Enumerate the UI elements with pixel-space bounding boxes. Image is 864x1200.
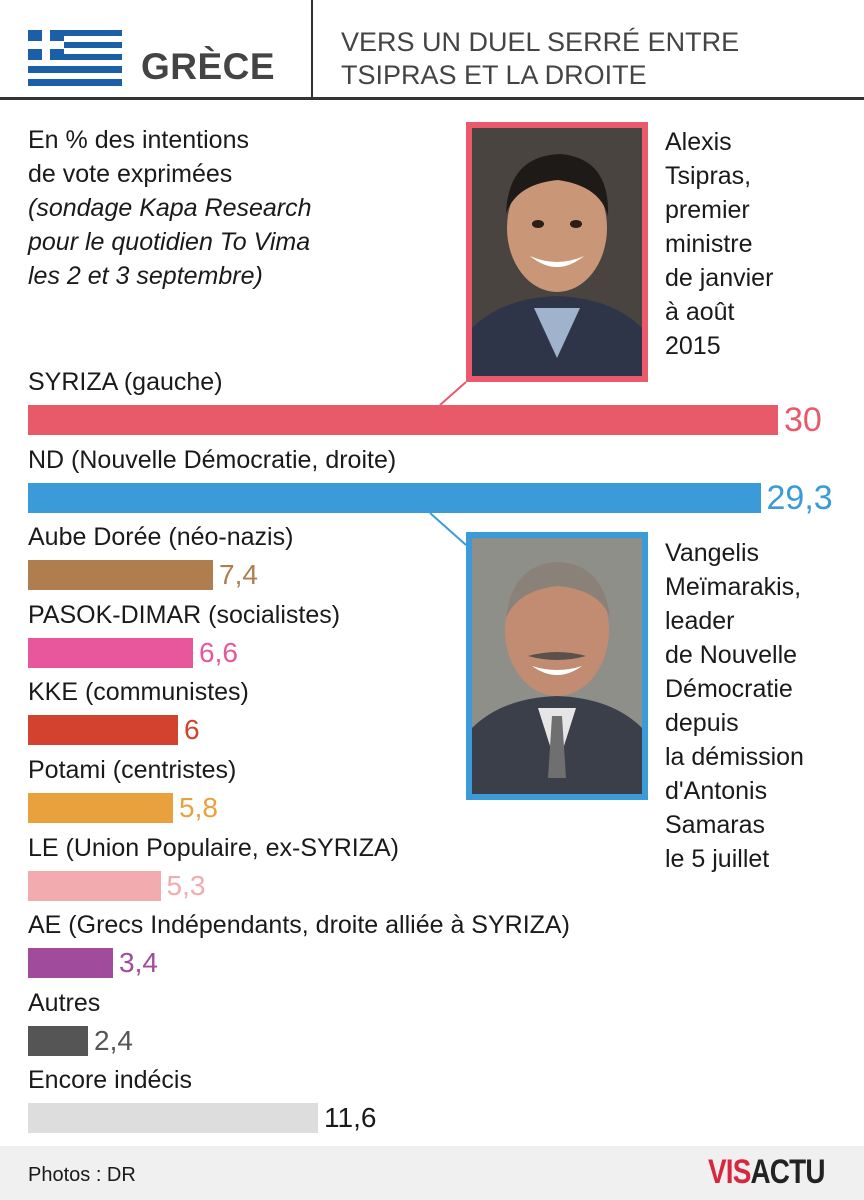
bar [28, 638, 193, 668]
category-label: AE (Grecs Indépendants, droite alliée à SYRIZA) [28, 911, 570, 940]
bar [28, 560, 213, 590]
tsipras-caption-line: 2015 [665, 332, 721, 360]
value-label: 29,3 [766, 478, 833, 517]
meimarakis-caption-line: Vangelis [665, 539, 760, 567]
bar [28, 715, 178, 745]
meimarakis-caption-line: leader [665, 607, 735, 635]
bar [28, 405, 778, 435]
value-label: 11,6 [324, 1102, 377, 1134]
logo-actu: ACTU [750, 1153, 825, 1191]
tsipras-caption-line: de janvier [665, 264, 774, 292]
tsipras-caption-line: premier [665, 196, 750, 224]
bar [28, 1103, 318, 1133]
meimarakis-caption-line: Samaras [665, 811, 766, 839]
category-label: Autres [28, 988, 101, 1017]
tsipras-caption-line: Tsipras, [665, 162, 752, 190]
meimarakis-caption-line: Démocratie [665, 675, 793, 703]
bar [28, 793, 173, 823]
bar [28, 871, 161, 901]
tsipras-caption-line: Alexis [665, 128, 732, 156]
category-label: Encore indécis [28, 1066, 192, 1095]
meimarakis-caption-line: de Nouvelle [665, 641, 798, 669]
intro-source-2: pour le quotidien To Vima [28, 228, 311, 256]
visactu-logo [708, 1155, 825, 1189]
value-label: 30 [784, 401, 822, 439]
category-label: ND (Nouvelle Démocratie, droite) [28, 445, 397, 474]
meimarakis-caption-line: la démission [665, 743, 804, 771]
intro-line-1: En % des intentions [28, 126, 249, 154]
meimarakis-connector [430, 513, 466, 545]
headline-line-1: VERS UN DUEL SERRÉ ENTRE [341, 27, 740, 57]
meimarakis-caption-line: Meïmarakis, [665, 573, 802, 601]
logo-vis: VIS [708, 1153, 751, 1191]
value-label: 6 [184, 714, 200, 746]
tsipras-caption-line: ministre [665, 230, 753, 258]
country-title: GRÈCE [141, 46, 276, 87]
value-label: 5,3 [166, 869, 206, 901]
value-label: 5,8 [179, 792, 218, 823]
category-label: PASOK-DIMAR (socialistes) [28, 600, 341, 629]
photo-credit: Photos : DR [28, 1164, 136, 1186]
meimarakis-caption-line: le 5 juillet [665, 845, 770, 873]
value-label: 2,4 [94, 1024, 133, 1056]
intro-line-2: de vote exprimées [28, 160, 233, 188]
category-label: Aube Dorée (néo-nazis) [28, 523, 294, 552]
intro-source-3: les 2 et 3 septembre) [28, 262, 263, 290]
headline-line-2: TSIPRAS ET LA DROITE [341, 60, 647, 90]
tsipras-connector [440, 382, 466, 405]
bar [28, 948, 113, 978]
category-label: Potami (centristes) [28, 756, 237, 784]
tsipras-caption-line: à août [665, 298, 735, 326]
category-label: SYRIZA (gauche) [28, 368, 223, 396]
value-label: 7,4 [219, 559, 258, 591]
meimarakis-caption-line: depuis [665, 709, 739, 737]
meimarakis-caption-line: d'Antonis [665, 777, 768, 805]
bar [28, 483, 761, 513]
value-label: 3,4 [119, 947, 158, 979]
bar [28, 1026, 88, 1056]
value-label: 6,6 [199, 636, 238, 668]
intro-source-1: (sondage Kapa Research [28, 194, 312, 222]
category-label: LE (Union Populaire, ex-SYRIZA) [28, 833, 399, 862]
category-label: KKE (communistes) [28, 678, 249, 707]
